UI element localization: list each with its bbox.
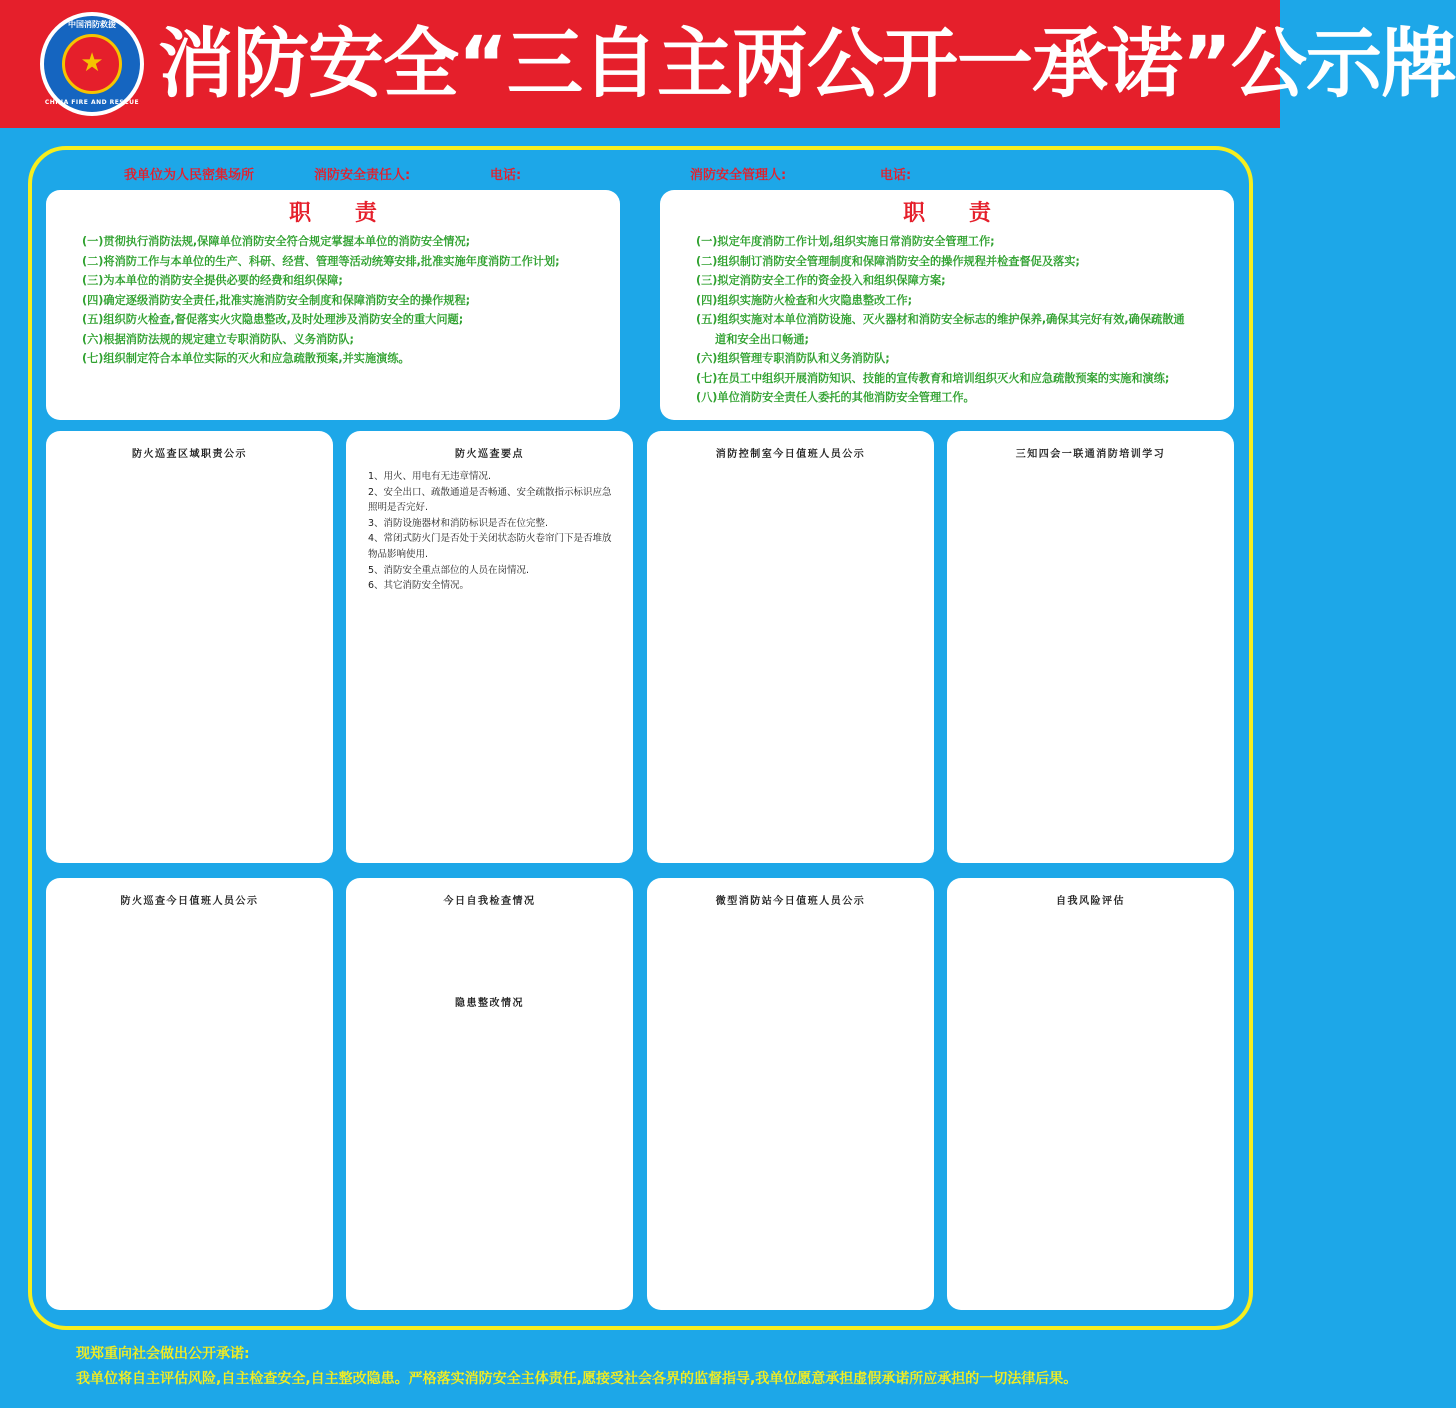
patrol-points-list (368, 469, 613, 594)
responsible-person-label: 消防安全责任人: (314, 168, 411, 183)
patrol-point: 4、常闭式防火门是否处于关闭状态防火卷帘门下是否堆放物品影响使用. (368, 533, 612, 560)
duty-item: (六)组织管理专职消防队和义务消防队; (696, 352, 890, 365)
logo-bottom-text: CHINA FIRE AND RESCUE (44, 99, 140, 106)
micro-fire-station-box (647, 878, 934, 1310)
duty-item: (一)拟定年度消防工作计划,组织实施日常消防安全管理工作; (696, 235, 995, 248)
duty-item: (一)贯彻执行消防法规,保障单位消防安全符合规定掌握本单位的消防安全情况; (82, 235, 471, 248)
duty-item: (五)组织防火检查,督促落实火灾隐患整改,及时处理涉及消防安全的重大问题; (82, 313, 464, 326)
risk-assessment-box (947, 878, 1234, 1310)
duties-panel-left (46, 190, 620, 420)
duty-item: (三)为本单位的消防安全提供必要的经费和组织保障; (82, 274, 343, 287)
patrol-point: 3、消防设施器材和消防标识是否在位完整. (368, 517, 549, 529)
duty-item: (七)在员工中组织开展消防知识、技能的宣传教育和培训组织灭火和应急疏散预案的实施和演练; (696, 371, 1170, 385)
fire-rescue-emblem-icon (40, 12, 144, 116)
box-title: 三知四会一联通消防培训学习 (1015, 449, 1166, 460)
patrol-duty-box (46, 878, 333, 1310)
control-room-duty-box (647, 431, 934, 863)
manager-label: 消防安全管理人: (690, 168, 787, 183)
duty-item: (六)根据消防法规的规定建立专职消防队、义务消防队; (82, 332, 355, 346)
promise-body: 我单位将自主评估风险,自主检查安全,自主整改隐患。严格落实消防安全主体责任,愿接受社会各界的监督指导,我单位愿意承担虚假承诺所应承担的一切法律后果。 (76, 1371, 1078, 1387)
duty-item: (五)组织实施对本单位消防设施、灭火器材和消防安全标志的维护保养,确保其完好有效,确保疏散通 (696, 313, 1185, 326)
duty-item: (八)单位消防安全责任人委托的其他消防安全管理工作。 (696, 391, 975, 404)
duties-list-right (696, 232, 1216, 408)
box-title: 防火巡查区域职责公示 (132, 449, 247, 460)
box-title: 消防控制室今日值班人员公示 (715, 449, 866, 460)
duties-list-left (82, 232, 602, 369)
logo-top-text: 中国消防救援 (68, 20, 116, 29)
patrol-point: 5、消防安全重点部位的人员在岗情况. (368, 564, 530, 576)
box-title: 防火巡查今日值班人员公示 (120, 896, 259, 907)
logo-inner-badge (62, 34, 122, 94)
hazard-rectification-title: 隐患整改情况 (455, 998, 524, 1009)
duty-item: (三)拟定消防安全工作的资金投入和组织保障方案; (696, 274, 946, 287)
duty-item: (四)确定逐级消防安全责任,批准实施消防安全制度和保障消防安全的操作规程; (82, 293, 471, 307)
duties-title-right: 职 责 (903, 201, 1009, 226)
box-title: 今日自我检查情况 (443, 896, 536, 907)
star-icon: ★ (80, 48, 104, 78)
patrol-point: 6、其它消防安全情况。 (368, 580, 470, 592)
page-title: 消防安全“三自主两公开一承诺”公示牌 (158, 19, 1456, 108)
unit-type-label: 我单位为人民密集场所 (124, 168, 255, 183)
patrol-point: 2、安全出口、疏散通道是否畅通、安全疏散指示标识应急照明是否完好. (368, 486, 612, 514)
header-banner (0, 0, 1456, 128)
patrol-points-box (346, 431, 633, 863)
duties-panel-right (660, 190, 1234, 420)
promise-heading: 现郑重向社会做出公开承诺: (76, 1346, 250, 1362)
box-title: 微型消防站今日值班人员公示 (715, 896, 866, 907)
duties-title-left: 职 责 (289, 201, 395, 226)
phone-label-right: 电话: (880, 168, 912, 183)
patrol-area-duty-box (46, 431, 333, 863)
training-box (947, 431, 1234, 863)
self-check-box (346, 878, 633, 1310)
patrol-point: 1、用火、用电有无违章情况. (368, 471, 492, 482)
duty-item: (四)组织实施防火检查和火灾隐患整改工作; (696, 293, 913, 307)
duty-item: (二)将消防工作与本单位的生产、科研、经营、管理等活动统筹安排,批准实施年度消防工作计划; (82, 254, 560, 268)
duty-item: 道和安全出口畅通; (715, 332, 809, 346)
box-title: 自我风险评估 (1056, 896, 1125, 907)
duty-item: (二)组织制订消防安全管理制度和保障消防安全的操作规程并检查督促及落实; (696, 254, 1080, 268)
phone-label-left: 电话: (490, 168, 522, 183)
box-title: 防火巡查要点 (455, 449, 524, 460)
duty-item: (七)组织制定符合本单位实际的灭火和应急疏散预案,并实施演练。 (82, 352, 410, 365)
